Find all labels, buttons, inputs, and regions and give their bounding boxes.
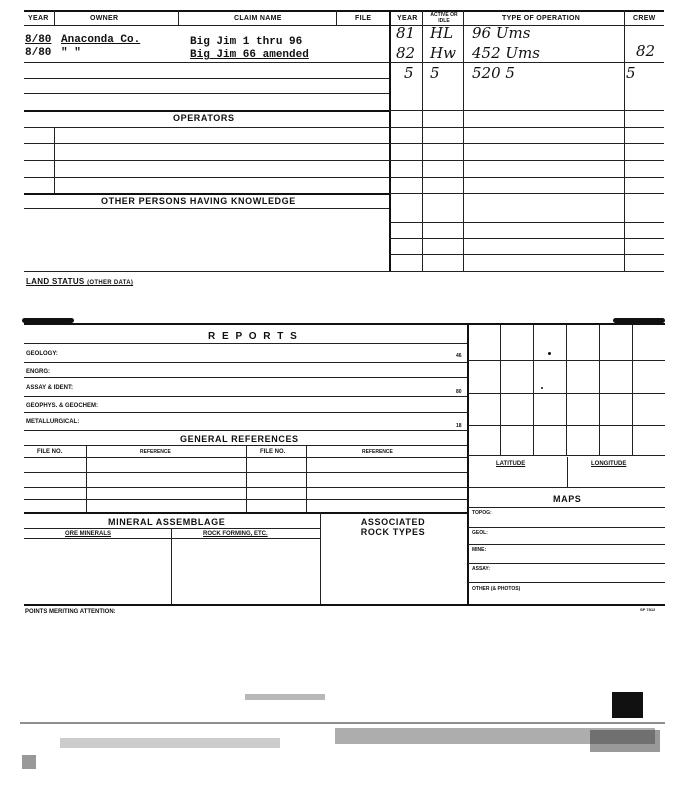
row-line	[24, 93, 389, 94]
row-line	[389, 127, 664, 128]
report-number: 18	[456, 423, 462, 429]
activity-operation: 452 Ums	[472, 44, 540, 62]
header-crew: CREW	[633, 15, 656, 22]
operators-title: OPERATORS	[173, 113, 235, 123]
header-owner: OWNER	[90, 15, 119, 22]
other-persons-title: OTHER PERSONS HAVING KNOWLEDGE	[101, 196, 296, 206]
land-status-title: LAND STATUS	[26, 277, 85, 286]
bottom-line	[24, 271, 664, 272]
row-line	[468, 563, 665, 564]
activity-year: 82	[396, 44, 416, 62]
grid-dot	[548, 352, 551, 355]
report-number: 80	[456, 389, 462, 395]
scan-noise	[22, 755, 36, 769]
divider	[463, 10, 464, 272]
ref-header-file-no: FILE NO.	[37, 449, 63, 455]
activity-status: Hw	[430, 44, 456, 62]
report-label: ASSAY & IDENT:	[26, 385, 74, 391]
scan-noise	[245, 694, 325, 700]
owner-row-owner: " "	[61, 47, 81, 59]
row-line	[468, 544, 665, 545]
grid-line	[468, 425, 665, 426]
row-line	[468, 507, 665, 508]
other-persons-top-line	[24, 193, 389, 195]
ore-minerals-header: ORE MINERALS	[65, 531, 112, 537]
map-label: TOPOG:	[472, 510, 492, 516]
divider	[306, 445, 307, 513]
activity-crew: 82	[636, 42, 656, 60]
row-line	[468, 582, 665, 583]
row-line	[24, 62, 389, 63]
row-line	[24, 143, 389, 144]
general-references-title: GENERAL REFERENCES	[180, 434, 299, 444]
header-year: YEAR	[28, 15, 49, 22]
divider	[54, 127, 55, 193]
report-number: 46	[456, 353, 462, 359]
report-label: METALLURGICAL:	[26, 419, 80, 425]
row-line	[24, 160, 389, 161]
row-line	[24, 396, 468, 397]
map-label: ASSAY:	[472, 566, 491, 572]
divider	[178, 10, 179, 26]
rock-forming-header: ROCK FORMING, ETC.	[203, 531, 268, 537]
form-top-border	[24, 10, 664, 12]
row-line	[389, 177, 664, 178]
divider	[567, 457, 568, 487]
activity-operation: 520 5	[472, 64, 515, 82]
grid-line	[468, 393, 665, 394]
activity-status: HL	[430, 24, 454, 42]
row-line	[389, 193, 664, 194]
land-status-label	[26, 277, 133, 286]
bottom-line	[24, 604, 665, 606]
report-label: GEOPHYS. & GEOCHEM:	[26, 403, 99, 409]
grid-line	[468, 455, 665, 456]
grid-dot	[541, 387, 543, 389]
divider	[336, 10, 337, 26]
scan-noise	[60, 738, 280, 748]
ref-header-reference: REFERENCE	[140, 449, 171, 455]
divider	[624, 10, 625, 272]
row-line	[468, 527, 665, 528]
mineral-assemblage-title: MINERAL ASSEMBLAGE	[108, 517, 226, 527]
maps-title: MAPS	[553, 494, 582, 504]
ref-header-file-no: FILE NO.	[260, 449, 286, 455]
map-label: GEOL:	[472, 530, 488, 536]
grid-divider	[533, 325, 534, 455]
row-line	[389, 254, 664, 255]
row-line	[24, 528, 320, 529]
divider	[171, 528, 172, 605]
grid-divider	[632, 325, 633, 455]
activity-year: 81	[396, 24, 416, 42]
row-line	[24, 412, 468, 413]
activity-operation: 96 Ums	[472, 24, 531, 42]
longitude-label: LONGITUDE	[591, 461, 627, 467]
row-line	[24, 362, 468, 363]
owner-row-owner: Anaconda Co.	[61, 34, 141, 46]
row-line	[389, 143, 664, 144]
divider	[320, 512, 321, 605]
latitude-label: LATITUDE	[496, 461, 526, 467]
map-label: MINE:	[472, 547, 487, 553]
activity-status: 5	[430, 64, 440, 82]
activity-crew: 5	[626, 64, 636, 82]
associated-rock-types-title: ASSOCIATED ROCK TYPES	[360, 517, 426, 537]
grid-divider	[566, 325, 567, 455]
divider	[422, 10, 423, 272]
row-line	[24, 430, 468, 431]
reports-title: R E P O R T S	[208, 331, 299, 342]
reports-top-line	[24, 323, 665, 325]
report-label: ENGRG:	[26, 369, 50, 375]
header-active-idle: ACTIVE OR IDLE	[430, 12, 458, 24]
activity-year: 5	[404, 64, 414, 82]
grid-line	[468, 360, 665, 361]
form-code: SP 7812	[640, 607, 656, 612]
map-label: OTHER (& PHOTOS)	[472, 586, 521, 592]
row-line	[389, 238, 664, 239]
divider	[246, 445, 247, 513]
ref-header-reference: REFERENCE	[362, 449, 393, 455]
land-status-subtitle: (OTHER DATA)	[87, 280, 134, 286]
row-line	[389, 62, 664, 63]
row-line	[24, 127, 389, 128]
row-line	[24, 78, 389, 79]
row-line	[24, 377, 468, 378]
header-year-2: YEAR	[397, 15, 418, 22]
row-line	[24, 208, 389, 209]
owner-row-claim: Big Jim 66 amended	[190, 49, 309, 61]
points-meriting-label: POINTS MERITING ATTENTION:	[25, 609, 116, 615]
header-claim-name: CLAIM NAME	[234, 15, 282, 22]
mineral-top-line	[24, 512, 468, 514]
owner-row-year: 8/80	[25, 47, 52, 59]
operators-top-line	[24, 110, 389, 112]
row-line	[389, 110, 664, 111]
row-line	[468, 487, 665, 488]
row-line	[389, 222, 664, 223]
owner-row-claim: Big Jim 1 thru 96	[190, 36, 303, 48]
header-file: FILE	[355, 15, 372, 22]
scan-noise	[590, 730, 660, 752]
row-line	[24, 177, 389, 178]
row-line	[389, 160, 664, 161]
divider	[54, 10, 55, 26]
divider	[389, 10, 391, 272]
grid-divider	[500, 325, 501, 455]
divider	[86, 445, 87, 513]
header-type-of-operation: TYPE OF OPERATION	[502, 15, 581, 22]
scan-noise	[20, 722, 665, 724]
report-label: GEOLOGY:	[26, 351, 58, 357]
row-line	[24, 343, 468, 344]
owner-row-year: 8/80	[25, 34, 52, 46]
scan-noise	[612, 692, 643, 718]
form-header-bottom-line	[24, 25, 664, 26]
grid-divider	[599, 325, 600, 455]
row-line	[24, 538, 320, 539]
